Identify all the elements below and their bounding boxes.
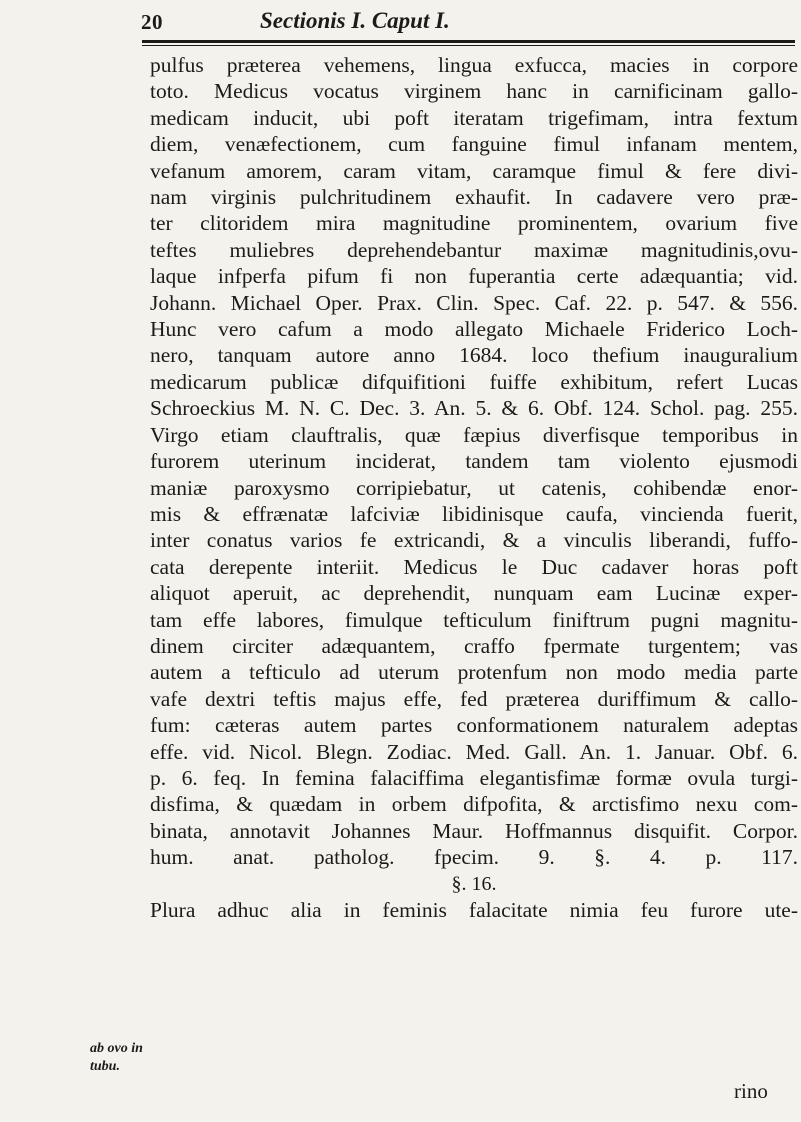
text-line: vefanum amorem, caram vitam, caramque fimul & fere divi-	[150, 158, 798, 183]
page-number: 20	[141, 10, 163, 34]
text-line: Schroeckius M. N. C. Dec. 3. An. 5. & 6. Obf. 124. Schol. pag. 255.	[150, 396, 798, 421]
text-line: tam effe labores, fimulque tefticulum finiftrum pugni magnitu-	[150, 607, 798, 632]
text-line: autem a tefticulo ad uterum protenfum non modo media parte	[150, 660, 798, 685]
text-line: disfima, & quædam in orbem difpofita, & arctisfimo nexu com-	[150, 792, 798, 817]
text-line: dinem circiter adæquantem, craffo fpermate turgentem; vas	[150, 633, 798, 658]
text-line: pulfus præterea vehemens, lingua exfucca, macies in corpore	[150, 53, 798, 77]
text-line: Johann. Michael Oper. Prax. Clin. Spec. Caf. 22. p. 547. & 556.	[150, 290, 798, 315]
text-line: Hunc vero cafum a modo allegato Michaele Friderico Loch-	[150, 317, 798, 342]
catchword: rino	[734, 1079, 768, 1103]
text-line: diem, venæfectionem, cum fanguine fimul infanam mentem,	[150, 132, 798, 157]
text-line: vafe dextri teftis majus effe, fed præterea duriffimum & callo-	[150, 686, 798, 711]
text-line: medicarum publicæ difquifitioni fuiffe exhibitum, refert Lucas	[150, 369, 798, 394]
header-rule-thin	[142, 45, 795, 46]
margin-note: ab ovo in tubu.	[90, 1041, 143, 1074]
text-line: medicam inducit, ubi poft iteratam trigefimam, intra fextum	[150, 105, 798, 130]
section-mark: §. 16.	[451, 872, 497, 895]
text-line: nero, tanquam autore anno 1684. loco thefium inauguralium	[150, 343, 798, 368]
text-line: furorem uterinum inciderat, tandem tam violento ejusmodi	[150, 449, 798, 474]
text-line: effe. vid. Nicol. Blegn. Zodiac. Med. Gall. An. 1. Januar. Obf. 6.	[150, 739, 798, 764]
text-line: mis & effrænatæ lafciviæ libidinisque caufa, vincienda fuerit,	[150, 501, 798, 526]
text-line: fum: cæteras autem partes conformationem naturalem adeptas	[150, 713, 798, 738]
text-line: inter conatus varios fe extricandi, & a vinculis liberandi, fuffo-	[150, 528, 798, 553]
text-line: laque infperfa pifum fi non fuperantia certe adæquantia; vid.	[150, 264, 798, 289]
text-line: aliquot aperuit, ac deprehendit, nunquam eam Lucinæ exper-	[150, 581, 798, 606]
text-line: nam virginis pulchritudinem exhaufit. In cadavere vero præ-	[150, 185, 798, 210]
page-header	[0, 0, 801, 52]
text-line: hum. anat. patholog. fpecim. 9. §. 4. p. 117.	[150, 845, 798, 870]
header-rule	[142, 40, 795, 43]
body-text	[150, 52, 798, 923]
text-line: cata derepente interiit. Medicus le Duc cadaver horas poft	[150, 554, 798, 579]
text-line: Virgo etiam clauftralis, quæ fæpius diverfisque temporibus in	[150, 422, 798, 447]
text-line-final: Plura adhuc alia in feminis falacitate nimia feu furore ute-	[150, 898, 798, 922]
text-line: p. 6. feq. In femina falaciffima elegantisfimæ formæ ovula turgi-	[150, 765, 798, 790]
text-line: ter clitoridem mira magnitudine prominentem, ovarium five	[150, 211, 798, 236]
text-line: teftes muliebres deprehendebantur maximæ magnitudinis,ovu-	[150, 237, 798, 262]
running-head: Sectionis I. Caput I.	[260, 8, 450, 33]
text-line: maniæ paroxysmo corripiebatur, ut catenis, cohibendæ enor-	[150, 475, 798, 500]
text-line: binata, annotavit Johannes Maur. Hoffmannus disquifit. Corpor.	[150, 818, 798, 843]
text-line: toto. Medicus vocatus virginem hanc in carnificinam gallo-	[150, 79, 798, 104]
